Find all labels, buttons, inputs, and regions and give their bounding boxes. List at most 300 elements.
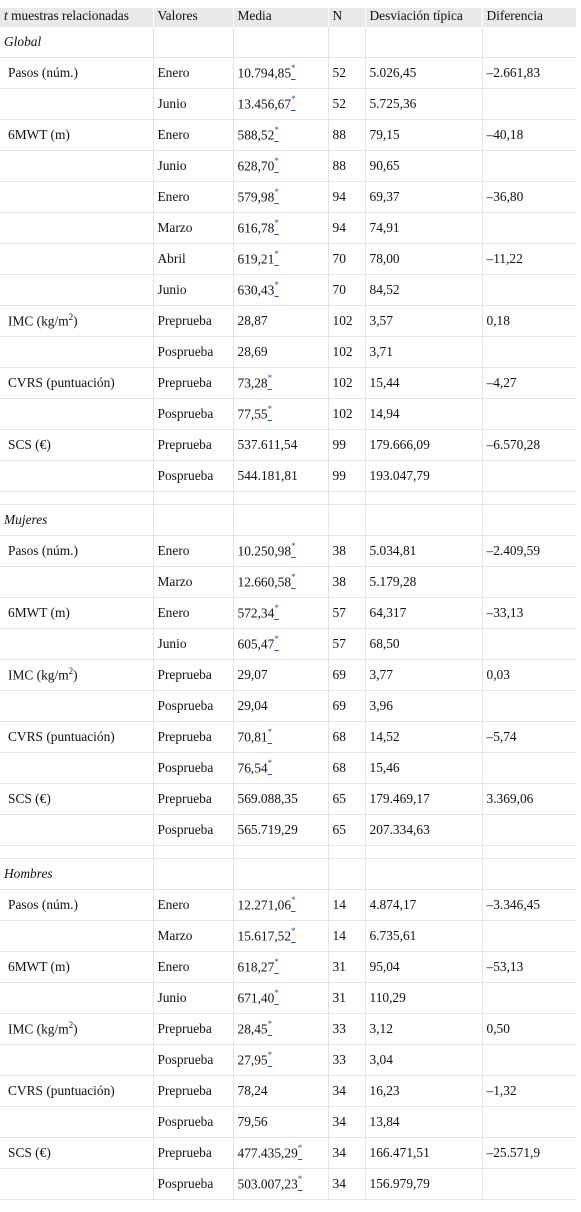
significance-footnote-link[interactable] [297, 1143, 303, 1161]
period-cell: Junio [153, 983, 233, 1014]
std-dev-cell: 69,37 [365, 182, 482, 213]
period-cell: Preprueba [153, 722, 233, 753]
empty-cell [328, 27, 365, 58]
period-cell: Preprueba [153, 1138, 233, 1169]
mean-value: 28,45 [237, 1021, 268, 1037]
mean-cell [233, 536, 328, 567]
variable-cell [0, 536, 153, 567]
header-n: N [328, 8, 365, 27]
difference-cell: –4,27 [482, 368, 576, 399]
difference-cell: –2.661,83 [482, 58, 576, 89]
table-row [0, 753, 576, 784]
mean-cell [233, 1138, 328, 1169]
std-dev-cell: 16,23 [365, 1076, 482, 1107]
variable-name: IMC (kg/m [8, 313, 69, 329]
header-t-letter: t [4, 8, 8, 23]
significance-asterisk[interactable]: * [267, 404, 273, 415]
n-cell: 65 [328, 815, 365, 846]
variable-cell [0, 120, 153, 151]
empty-cell [153, 505, 233, 536]
difference-cell: –53,13 [482, 952, 576, 983]
std-dev-cell: 5.026,45 [365, 58, 482, 89]
mean-value: 618,27 [237, 959, 275, 975]
table-row [0, 598, 576, 629]
std-dev-cell: 14,52 [365, 722, 482, 753]
table-row [0, 567, 576, 598]
table-row [0, 890, 576, 921]
spacer-cell [233, 846, 328, 859]
difference-cell [482, 399, 576, 430]
n-cell: 69 [328, 660, 365, 691]
variable-suffix: ) [73, 1021, 78, 1037]
mean-cell [233, 921, 328, 952]
variable-cell [0, 306, 153, 337]
period-cell: Preprueba [153, 784, 233, 815]
variable-superscript: 2 [68, 666, 74, 677]
std-dev-cell: 68,50 [365, 629, 482, 660]
table-row [0, 1107, 576, 1138]
difference-cell [482, 337, 576, 368]
n-cell: 88 [328, 120, 365, 151]
significance-footnote-link[interactable] [291, 572, 296, 590]
significance-footnote-link[interactable] [291, 541, 296, 559]
section-heading-row [0, 859, 576, 890]
n-cell: 57 [328, 629, 365, 660]
significance-footnote-link[interactable] [274, 280, 279, 298]
std-dev-cell: 207.334,63 [365, 815, 482, 846]
table-row [0, 337, 576, 368]
n-cell: 99 [328, 430, 365, 461]
significance-asterisk[interactable]: * [291, 572, 296, 583]
significance-footnote-link[interactable] [267, 758, 273, 776]
n-cell: 34 [328, 1076, 365, 1107]
variable-cell [0, 58, 153, 89]
mean-cell [233, 1107, 328, 1138]
mean-cell [233, 275, 328, 306]
table-row [0, 1014, 576, 1045]
period-cell: Posprueba [153, 1107, 233, 1138]
n-cell: 33 [328, 1045, 365, 1076]
table-row [0, 461, 576, 492]
empty-cell [365, 27, 482, 58]
mean-cell [233, 890, 328, 921]
significance-asterisk[interactable]: * [274, 156, 279, 167]
n-cell: 38 [328, 536, 365, 567]
std-dev-cell: 3,77 [365, 660, 482, 691]
std-dev-cell: 64,317 [365, 598, 482, 629]
empty-cell [328, 505, 365, 536]
std-dev-cell: 179.469,17 [365, 784, 482, 815]
variable-cell [0, 368, 153, 399]
mean-cell [233, 784, 328, 815]
period-cell: Enero [153, 182, 233, 213]
significance-asterisk[interactable]: * [274, 603, 279, 614]
significance-asterisk[interactable]: * [267, 758, 273, 769]
mean-cell [233, 58, 328, 89]
period-cell: Enero [153, 598, 233, 629]
mean-value: 569.088,35 [237, 791, 298, 806]
significance-footnote-link[interactable] [267, 727, 273, 745]
table-row [0, 1138, 576, 1169]
std-dev-cell: 5.725,36 [365, 89, 482, 120]
variable-name: SCS (€) [8, 1145, 51, 1160]
significance-footnote-link[interactable] [267, 1050, 273, 1068]
empty-cell [233, 859, 328, 890]
mean-value: 29,04 [237, 698, 268, 713]
period-cell: Enero [153, 120, 233, 151]
mean-cell [233, 598, 328, 629]
table-row [0, 151, 576, 182]
spacer-cell [233, 492, 328, 505]
mean-value: 616,78 [237, 220, 275, 236]
variable-name: IMC (kg/m [8, 1021, 69, 1037]
std-dev-cell: 5.179,28 [365, 567, 482, 598]
empty-cell [482, 27, 576, 58]
significance-footnote-link[interactable] [274, 957, 279, 975]
significance-footnote-link[interactable] [291, 63, 296, 81]
variable-cell [0, 1045, 153, 1076]
empty-cell [233, 505, 328, 536]
std-dev-cell: 110,29 [365, 983, 482, 1014]
mean-cell [233, 629, 328, 660]
significance-asterisk[interactable]: * [274, 249, 279, 260]
variable-name: CVRS (puntuación) [8, 729, 115, 744]
table-row [0, 629, 576, 660]
n-cell: 33 [328, 1014, 365, 1045]
significance-footnote-link[interactable] [267, 373, 273, 391]
difference-cell [482, 815, 576, 846]
period-cell: Abril [153, 244, 233, 275]
significance-footnote-link[interactable] [274, 603, 279, 621]
difference-cell: 0,03 [482, 660, 576, 691]
mean-value: 544.181,81 [237, 468, 298, 483]
std-dev-cell: 14,94 [365, 399, 482, 430]
mean-cell [233, 368, 328, 399]
variable-cell [0, 722, 153, 753]
spacer-cell [0, 846, 153, 859]
significance-footnote-link[interactable] [267, 1019, 273, 1037]
significance-asterisk[interactable]: * [267, 727, 273, 738]
n-cell: 94 [328, 213, 365, 244]
period-cell: Junio [153, 151, 233, 182]
mean-value: 28,87 [237, 313, 268, 328]
n-cell: 70 [328, 244, 365, 275]
significance-footnote-link[interactable] [274, 634, 279, 652]
table-row [0, 536, 576, 567]
significance-asterisk[interactable]: * [267, 373, 273, 384]
significance-asterisk[interactable]: * [274, 634, 279, 645]
mean-cell [233, 660, 328, 691]
period-cell: Posprueba [153, 691, 233, 722]
mean-cell [233, 306, 328, 337]
difference-cell: –40,18 [482, 120, 576, 151]
variable-cell [0, 815, 153, 846]
significance-asterisk[interactable]: * [291, 926, 296, 937]
period-cell: Marzo [153, 213, 233, 244]
header-mean: Media [233, 8, 328, 27]
variable-cell [0, 182, 153, 213]
table-row [0, 1169, 576, 1200]
significance-asterisk[interactable]: * [297, 1143, 303, 1154]
table-row [0, 660, 576, 691]
mean-cell [233, 753, 328, 784]
difference-cell: 3.369,06 [482, 784, 576, 815]
period-cell: Enero [153, 952, 233, 983]
empty-cell [153, 27, 233, 58]
table-row [0, 815, 576, 846]
period-cell: Junio [153, 89, 233, 120]
variable-name: CVRS (puntuación) [8, 375, 115, 390]
table-row [0, 691, 576, 722]
n-cell: 34 [328, 1107, 365, 1138]
std-dev-cell: 179.666,09 [365, 430, 482, 461]
mean-cell [233, 1045, 328, 1076]
difference-cell: 0,50 [482, 1014, 576, 1045]
difference-cell: –25.571,9 [482, 1138, 576, 1169]
table-header [0, 8, 576, 27]
mean-cell [233, 337, 328, 368]
std-dev-cell: 15,46 [365, 753, 482, 784]
mean-cell [233, 120, 328, 151]
mean-value: 73,28 [237, 375, 268, 391]
difference-cell: –5,74 [482, 722, 576, 753]
section-title: Global [0, 27, 153, 58]
mean-value: 628,70 [237, 158, 275, 174]
empty-cell [153, 859, 233, 890]
mean-cell [233, 399, 328, 430]
difference-cell [482, 461, 576, 492]
n-cell: 65 [328, 784, 365, 815]
std-dev-cell: 90,65 [365, 151, 482, 182]
significance-footnote-link[interactable] [274, 988, 279, 1006]
difference-cell [482, 691, 576, 722]
table-row [0, 1045, 576, 1076]
significance-footnote-link[interactable] [274, 187, 279, 205]
std-dev-cell: 79,15 [365, 120, 482, 151]
n-cell: 68 [328, 722, 365, 753]
mean-value: 619,21 [237, 251, 275, 267]
spacer-cell [328, 492, 365, 505]
variable-name: 6MWT (m) [8, 959, 70, 974]
mean-value: 10.250,98 [237, 543, 292, 559]
table-row [0, 983, 576, 1014]
mean-value: 28,69 [237, 344, 268, 359]
significance-asterisk[interactable]: * [291, 895, 296, 906]
period-cell: Preprueba [153, 368, 233, 399]
mean-cell [233, 89, 328, 120]
period-cell: Enero [153, 58, 233, 89]
significance-asterisk[interactable]: * [267, 1050, 273, 1061]
variable-cell [0, 784, 153, 815]
period-cell: Posprueba [153, 753, 233, 784]
significance-asterisk[interactable]: * [291, 541, 296, 552]
mean-value: 630,43 [237, 282, 275, 298]
difference-cell [482, 921, 576, 952]
period-cell: Posprueba [153, 337, 233, 368]
spacer-cell [328, 846, 365, 859]
difference-cell: 0,18 [482, 306, 576, 337]
significance-footnote-link[interactable] [291, 926, 296, 944]
mean-value: 10.794,85 [237, 65, 292, 81]
significance-asterisk[interactable]: * [274, 218, 279, 229]
spacer-cell [153, 846, 233, 859]
variable-superscript: 2 [68, 1020, 74, 1031]
variable-cell [0, 1014, 153, 1045]
n-cell: 102 [328, 337, 365, 368]
variable-cell [0, 1107, 153, 1138]
table-row [0, 306, 576, 337]
mean-value: 13.456,67 [237, 96, 292, 112]
difference-cell [482, 629, 576, 660]
spacer-cell [365, 492, 482, 505]
std-dev-cell: 84,52 [365, 275, 482, 306]
mean-cell [233, 244, 328, 275]
significance-footnote-link[interactable] [274, 156, 279, 174]
mean-value: 572,34 [237, 605, 275, 621]
period-cell: Marzo [153, 567, 233, 598]
significance-asterisk[interactable]: * [274, 957, 279, 968]
significance-asterisk[interactable]: * [267, 1019, 273, 1030]
significance-asterisk[interactable]: * [274, 125, 279, 136]
difference-cell [482, 275, 576, 306]
significance-asterisk[interactable]: * [291, 63, 296, 74]
variable-cell [0, 337, 153, 368]
period-cell: Enero [153, 890, 233, 921]
difference-cell: –11,22 [482, 244, 576, 275]
period-cell: Enero [153, 536, 233, 567]
variable-name: IMC (kg/m [8, 667, 69, 683]
mean-value: 565.719,29 [237, 822, 298, 837]
section-spacer [0, 846, 576, 859]
table-row [0, 275, 576, 306]
n-cell: 102 [328, 368, 365, 399]
period-cell: Preprueba [153, 430, 233, 461]
std-dev-cell: 6.735,61 [365, 921, 482, 952]
mean-cell [233, 182, 328, 213]
header-row [0, 8, 576, 27]
n-cell: 94 [328, 182, 365, 213]
difference-cell: –33,13 [482, 598, 576, 629]
variable-cell [0, 399, 153, 430]
mean-cell [233, 430, 328, 461]
significance-asterisk[interactable]: * [274, 280, 279, 291]
significance-footnote-link[interactable] [291, 94, 296, 112]
n-cell: 102 [328, 306, 365, 337]
variable-cell [0, 461, 153, 492]
header-std-dev: Desviación típica [365, 8, 482, 27]
section-heading-row [0, 505, 576, 536]
variable-cell [0, 430, 153, 461]
table-row [0, 368, 576, 399]
std-dev-cell: 193.047,79 [365, 461, 482, 492]
spacer-cell [365, 846, 482, 859]
variable-cell [0, 567, 153, 598]
variable-cell [0, 213, 153, 244]
variable-name: Pasos (núm.) [8, 65, 78, 80]
significance-footnote-link[interactable] [274, 125, 279, 143]
period-cell: Junio [153, 629, 233, 660]
significance-asterisk[interactable]: * [297, 1174, 303, 1185]
mean-cell [233, 691, 328, 722]
period-cell: Posprueba [153, 1045, 233, 1076]
section-title: Hombres [0, 859, 153, 890]
std-dev-cell: 3,57 [365, 306, 482, 337]
mean-value: 29,07 [237, 667, 268, 682]
variable-name: CVRS (puntuación) [8, 1083, 115, 1098]
period-cell: Junio [153, 275, 233, 306]
std-dev-cell: 166.471,51 [365, 1138, 482, 1169]
significance-footnote-link[interactable] [291, 895, 296, 913]
significance-asterisk[interactable]: * [274, 988, 279, 999]
n-cell: 14 [328, 921, 365, 952]
n-cell: 88 [328, 151, 365, 182]
n-cell: 34 [328, 1169, 365, 1200]
significance-asterisk[interactable]: * [291, 94, 296, 105]
n-cell: 52 [328, 89, 365, 120]
variable-cell [0, 275, 153, 306]
difference-cell [482, 1045, 576, 1076]
mean-cell [233, 815, 328, 846]
mean-value: 12.271,06 [237, 897, 292, 913]
empty-cell [365, 505, 482, 536]
table-body [0, 27, 576, 1200]
variable-cell [0, 1169, 153, 1200]
n-cell: 31 [328, 983, 365, 1014]
mean-value: 579,98 [237, 189, 275, 205]
n-cell: 57 [328, 598, 365, 629]
variable-suffix: ) [73, 667, 78, 683]
std-dev-cell: 13,84 [365, 1107, 482, 1138]
variable-cell [0, 660, 153, 691]
mean-cell [233, 1014, 328, 1045]
significance-footnote-link[interactable] [274, 249, 279, 267]
table-row [0, 399, 576, 430]
mean-value: 671,40 [237, 990, 275, 1006]
significance-footnote-link[interactable] [267, 404, 273, 422]
mean-cell [233, 952, 328, 983]
table-row [0, 722, 576, 753]
variable-cell [0, 890, 153, 921]
significance-footnote-link[interactable] [274, 218, 279, 236]
table-row [0, 921, 576, 952]
table-row [0, 952, 576, 983]
significance-asterisk[interactable]: * [274, 187, 279, 198]
period-cell: Posprueba [153, 815, 233, 846]
std-dev-cell: 3,71 [365, 337, 482, 368]
header-difference: Diferencia [482, 8, 576, 27]
std-dev-cell: 156.979,79 [365, 1169, 482, 1200]
table-row [0, 244, 576, 275]
n-cell: 69 [328, 691, 365, 722]
mean-value: 605,47 [237, 636, 275, 652]
significance-footnote-link[interactable] [297, 1174, 303, 1192]
variable-cell [0, 244, 153, 275]
empty-cell [328, 859, 365, 890]
period-cell: Preprueba [153, 306, 233, 337]
mean-value: 588,52 [237, 127, 275, 143]
n-cell: 31 [328, 952, 365, 983]
difference-cell: –3.346,45 [482, 890, 576, 921]
table-row [0, 120, 576, 151]
variable-cell [0, 598, 153, 629]
mean-value: 537.611,54 [237, 437, 298, 452]
difference-cell [482, 213, 576, 244]
difference-cell: –36,80 [482, 182, 576, 213]
period-cell: Marzo [153, 921, 233, 952]
mean-value: 70,81 [237, 729, 268, 745]
mean-value: 12.660,58 [237, 574, 292, 590]
table-row [0, 430, 576, 461]
